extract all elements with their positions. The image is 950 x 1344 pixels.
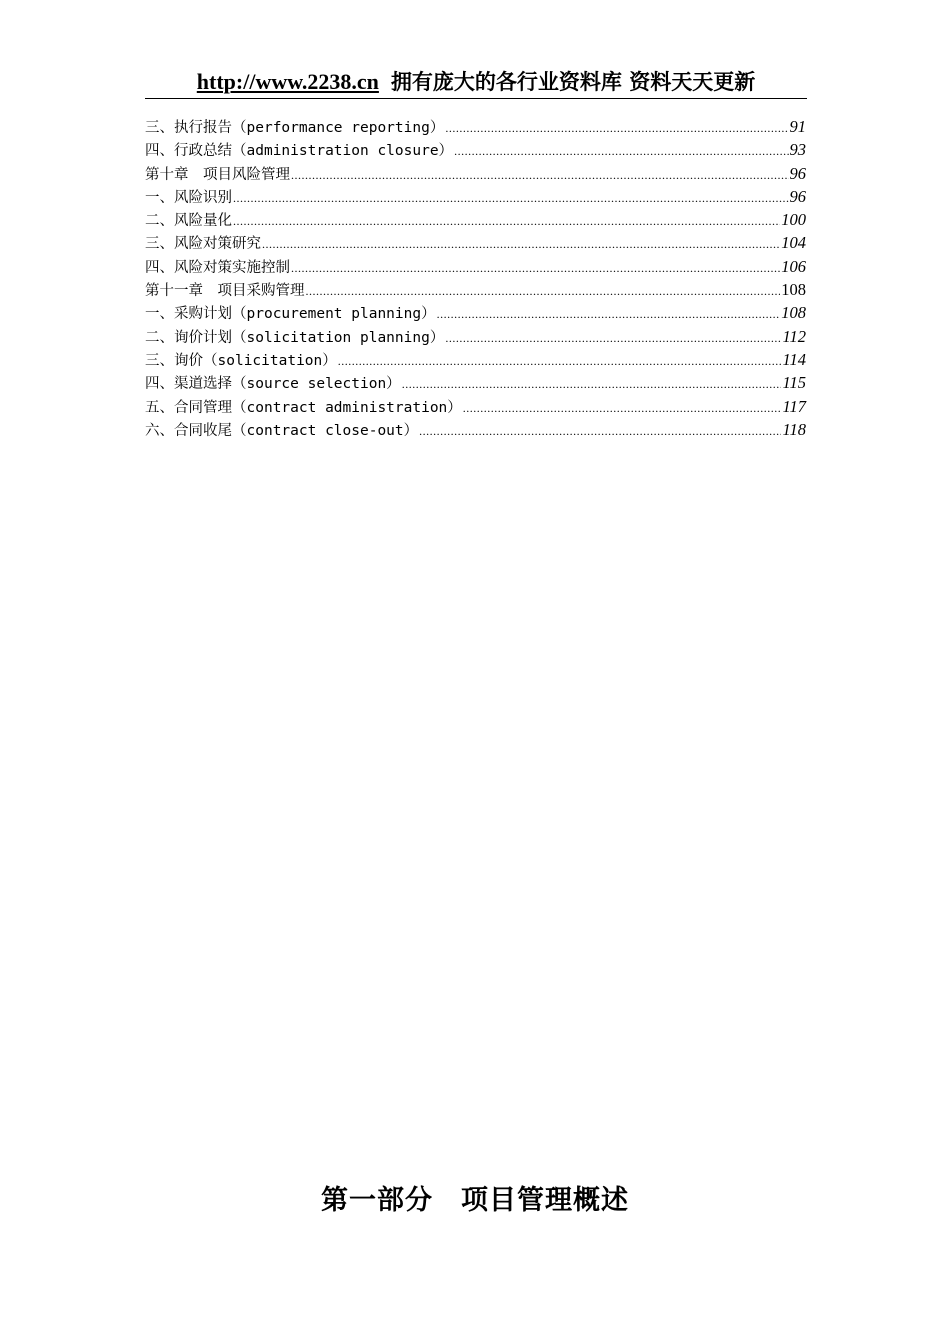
toc-entry[interactable] <box>145 185 806 208</box>
toc-entry-title: 三、询价（solicitation） <box>145 352 337 369</box>
toc-entry-title: 一、风险识别 <box>145 189 232 206</box>
toc-page-number: 117 <box>782 396 806 416</box>
site-url-link[interactable]: http://www.2238.cn <box>196 69 379 94</box>
toc-page-number: 106 <box>781 256 806 276</box>
toc-page-number: 108 <box>781 303 806 323</box>
toc-page-number: 115 <box>782 373 806 393</box>
toc-dot-leader <box>233 210 780 233</box>
page-header <box>145 66 807 99</box>
toc-dot-leader <box>419 420 781 443</box>
toc-page-number: 96 <box>789 163 806 183</box>
toc-page-number: 93 <box>789 140 806 160</box>
toc-entry-title: 六、合同收尾（contract close-out） <box>145 422 419 439</box>
toc-entry-title: 四、行政总结（administration closure） <box>145 143 454 160</box>
toc-dot-leader <box>338 350 782 373</box>
toc-page-number: 100 <box>781 210 806 230</box>
toc-entry-title: 三、执行报告（performance reporting） <box>145 120 445 136</box>
toc-dot-leader <box>437 303 781 326</box>
table-of-contents <box>145 115 806 441</box>
toc-dot-leader <box>291 257 780 280</box>
toc-entry-title: 五、合同管理（contract administration） <box>145 399 462 416</box>
toc-entry-title: 三、风险对策研究 <box>145 236 261 253</box>
toc-page-number: 96 <box>789 186 806 206</box>
toc-entry[interactable] <box>145 301 806 324</box>
part-title: 第一部分 项目管理概述 <box>321 1185 629 1216</box>
toc-entry[interactable] <box>145 278 806 301</box>
toc-dot-leader <box>463 397 782 420</box>
toc-entry[interactable] <box>145 418 806 441</box>
toc-dot-leader <box>306 280 781 303</box>
toc-entry[interactable] <box>145 115 806 138</box>
toc-entry[interactable] <box>145 138 806 161</box>
toc-dot-leader <box>262 233 780 256</box>
toc-dot-leader <box>454 140 788 163</box>
toc-entry-title: 第十一章 项目采购管理 <box>145 283 305 300</box>
toc-page-number: 108 <box>781 280 806 300</box>
toc-entry-title: 二、风险量化 <box>145 213 232 230</box>
toc-entry[interactable] <box>145 208 806 231</box>
toc-dot-leader <box>445 117 788 140</box>
toc-entry[interactable] <box>145 325 806 348</box>
toc-page-number: 118 <box>782 419 806 439</box>
toc-page-number: 104 <box>781 233 806 253</box>
toc-entry[interactable] <box>145 348 806 371</box>
toc-page-number: 112 <box>782 326 806 346</box>
toc-page-number: 91 <box>789 117 806 136</box>
toc-entry[interactable] <box>145 231 806 254</box>
toc-entry-title: 一、采购计划（procurement planning） <box>145 306 436 323</box>
header-slogan: 拥有庞大的各行业资料库 资料天天更新 <box>390 69 756 94</box>
toc-dot-leader <box>445 327 781 350</box>
toc-entry[interactable] <box>145 395 806 418</box>
toc-dot-leader <box>291 164 789 187</box>
toc-dot-leader <box>233 187 789 210</box>
toc-entry-title: 第十章 项目风险管理 <box>145 166 290 183</box>
toc-entry-title: 二、询价计划（solicitation planning） <box>145 329 445 346</box>
toc-entry[interactable] <box>145 371 806 394</box>
toc-dot-leader <box>402 373 782 396</box>
toc-entry-title: 四、渠道选择（source selection） <box>145 376 401 393</box>
toc-entry[interactable] <box>145 162 806 185</box>
toc-entry-title: 四、风险对策实施控制 <box>145 259 290 276</box>
toc-page-number: 114 <box>782 349 806 369</box>
toc-entry[interactable] <box>145 255 806 278</box>
